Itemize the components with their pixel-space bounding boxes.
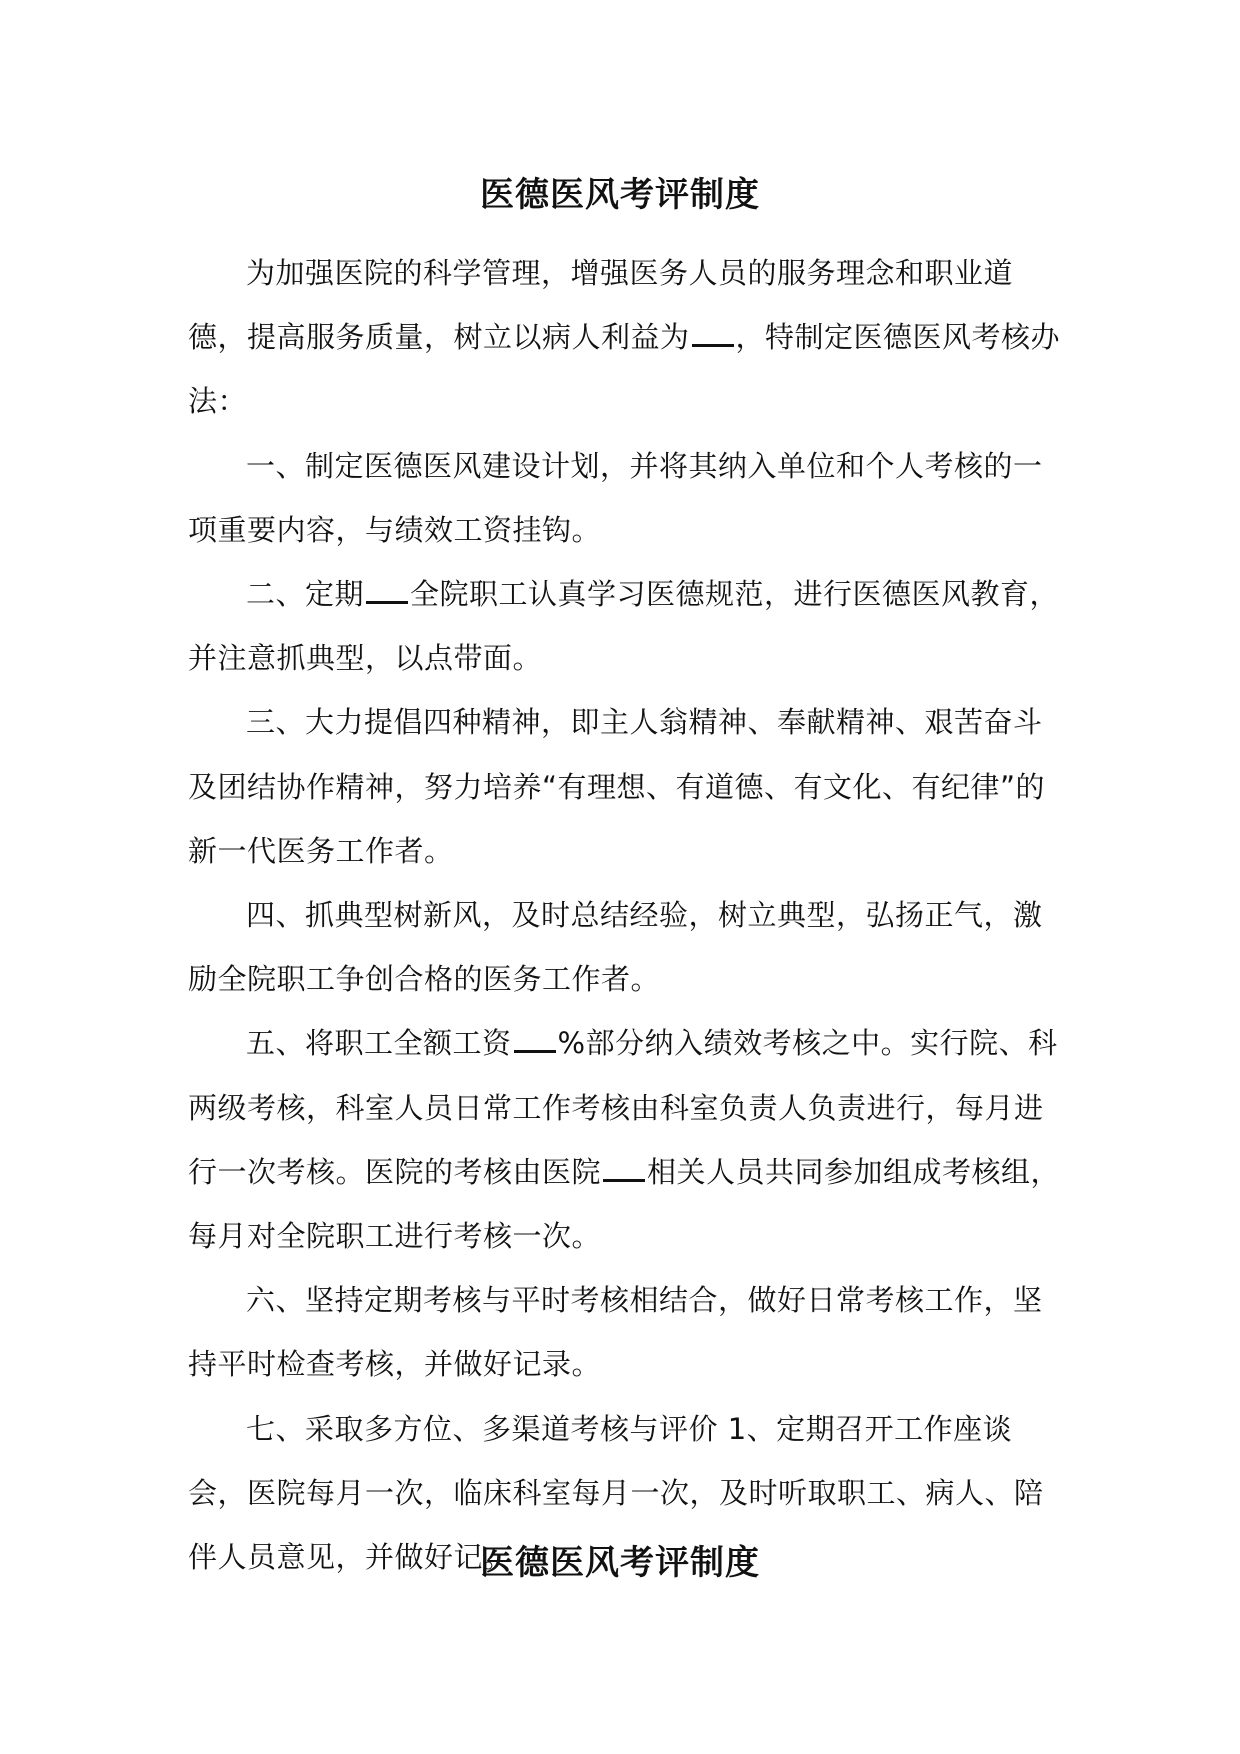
text-segment: 六、坚持定期考核与平时考核相结合，做好日常考核工作，坚持平时检查考核，并做好记录。	[188, 1283, 1043, 1382]
text-segment: 一、制定医德医风建设计划，并将其纳入单位和个人考核的一项重要内容，与绩效工资挂钩。	[188, 448, 1043, 547]
paragraph-intro	[188, 241, 1068, 434]
text-segment: 七、采取多方位、多渠道考核与评价 1、定期召开工作座谈会，医院每月一次，临床科室每月一次，及时听取职工、病人、陪伴人员意见，并做好记。	[188, 1411, 1044, 1575]
document-title-repeated: 医德医风考评制度	[480, 1543, 760, 1583]
fill-in-blank	[366, 575, 408, 604]
fill-in-blank	[603, 1153, 645, 1182]
text-segment: 二、定期	[246, 577, 365, 612]
paragraph-item-5	[188, 1011, 1068, 1268]
document-title: 医德医风考评制度	[480, 175, 760, 215]
fill-in-blank	[692, 318, 734, 347]
text-segment: 全院职工认真学习医德规范，进行医德医风教育，并注意抓典型，以点带面。	[188, 577, 1060, 676]
text-segment: 为加强医院的科学管理，增强医务人员的服务理念和职业道德，提高服务质量，树立以病人利益为	[188, 256, 1014, 355]
paragraph-item-3	[188, 690, 1068, 883]
document-body	[188, 241, 1068, 1589]
paragraph-item-4	[188, 883, 1068, 1011]
text-segment: 五、将职工全额工资	[246, 1026, 512, 1061]
text-segment: ，特制定医德医风考核办法：	[188, 320, 1061, 419]
paragraph-item-2	[188, 562, 1068, 690]
text-segment: %部分纳入绩效考核之中。实行院、科两级考核，科室人员日常工作考核由科室负责人负责进行，每月进行一次考核。医院的考核由医院	[188, 1026, 1058, 1189]
text-segment: 相关人员共同参加组成考核组，每月对全院职工进行考核一次。	[188, 1154, 1061, 1254]
text-segment: 四、抓典型树新风，及时总结经验，树立典型，弘扬正气，激励全院职工争创合格的医务工作者。	[188, 898, 1043, 997]
text-segment: 三、大力提倡四种精神，即主人翁精神、奉献精神、艰苦奋斗及团结协作精神，努力培养“有理想、有道德、有文化、有纪律”的新一代医务工作者。	[188, 705, 1046, 868]
paragraph-item-6	[188, 1268, 1068, 1396]
paragraph-item-1	[188, 434, 1068, 562]
fill-in-blank	[514, 1024, 556, 1053]
